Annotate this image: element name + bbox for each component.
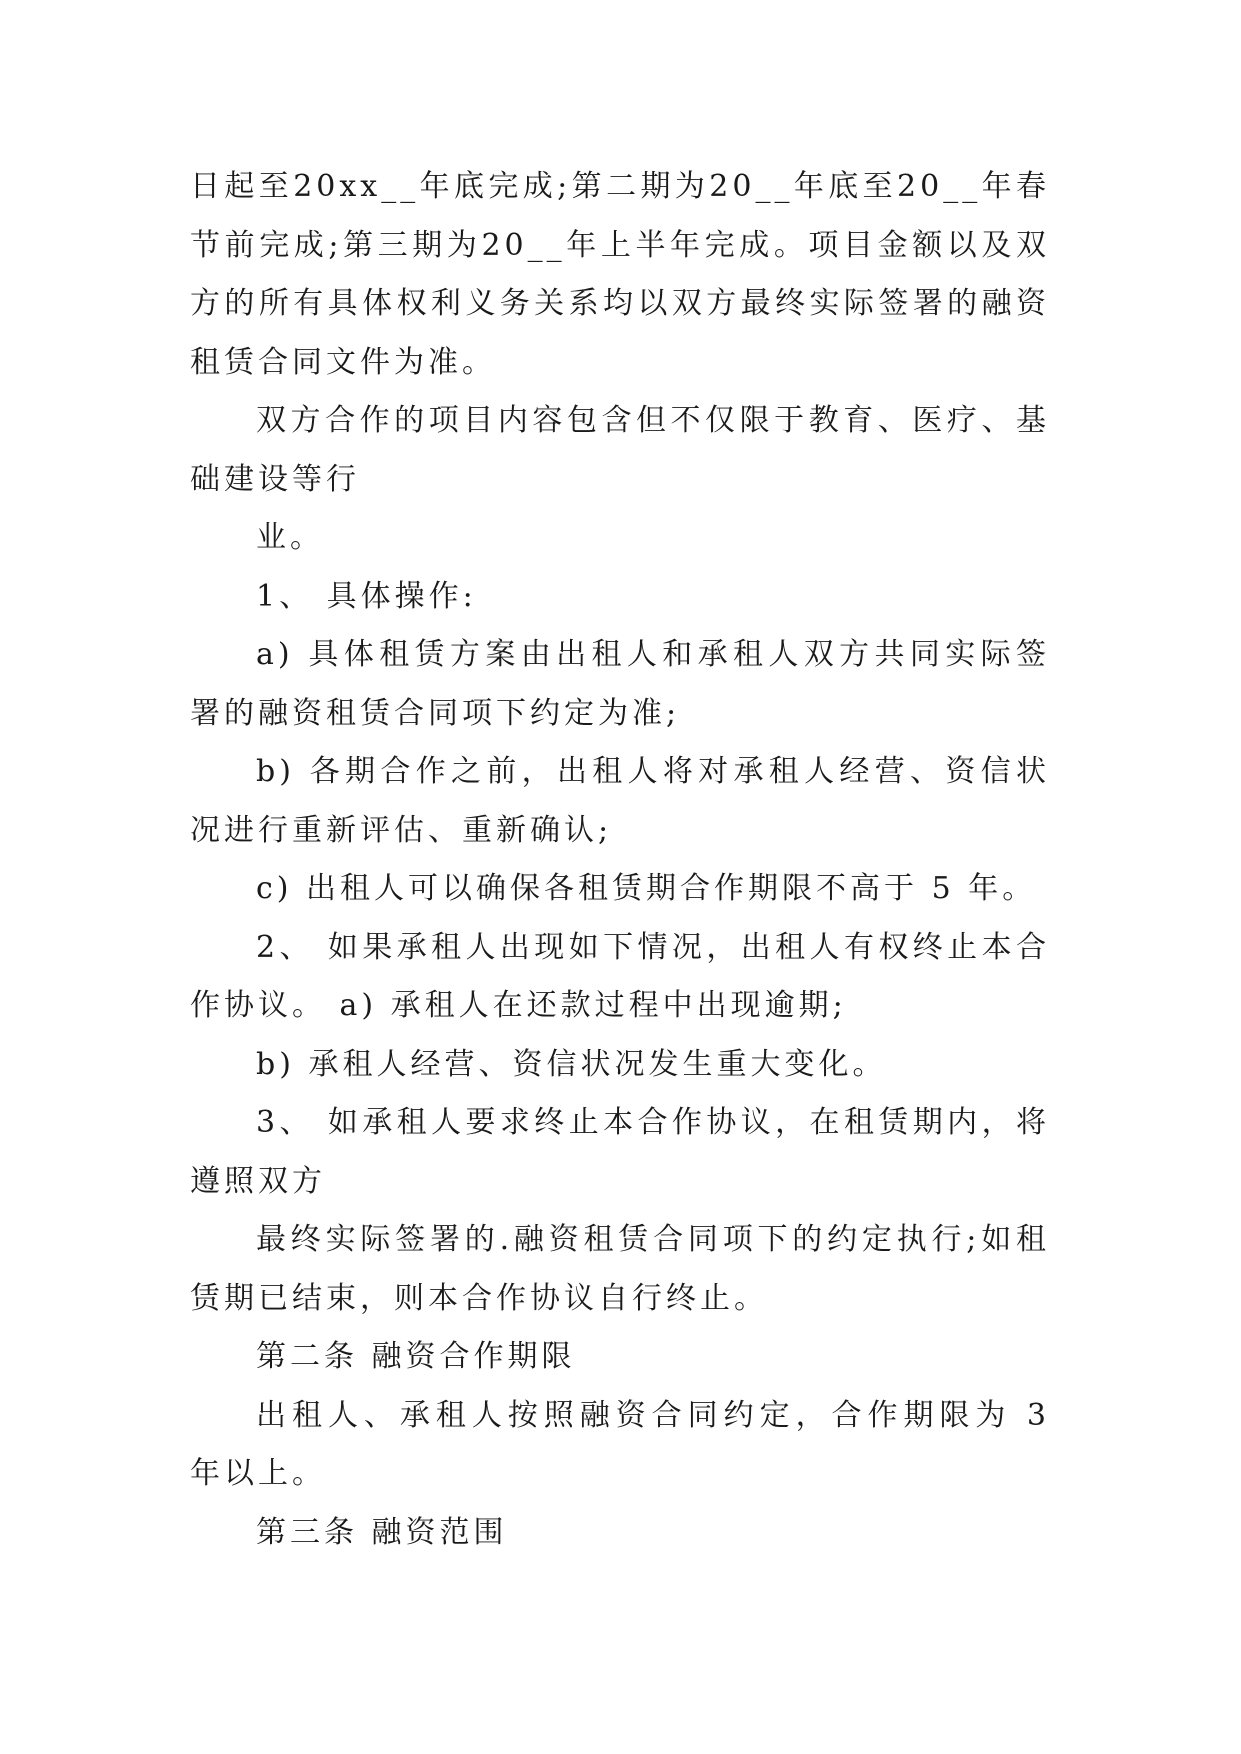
paragraph-phase-schedule: 日起至20xx__年底完成;第二期为20__年底至20__年春节前完成;第三期为20__年上半年完成。项目金额以及双方的所有具体权利义务关系均以双方最终实际签署的融资租赁合同文件为准。	[190, 169, 1050, 380]
clause-a-lease-plan: a) 具体租赁方案由出租人和承租人双方共同实际签署的融资租赁合同项下约定为准;	[190, 637, 1050, 731]
clause-2-termination-rights: 2、 如果承租人出现如下情况，出租人有权终止本合作协议。 a) 承租人在还款过程中出现逾期;	[190, 929, 1050, 1023]
clause-2b-credit-change: b) 承租人经营、资信状况发生重大变化。	[256, 1046, 887, 1082]
heading-specific-operation: 1、 具体操作:	[256, 578, 477, 614]
article-3-heading: 第三条 融资范围	[256, 1514, 508, 1550]
document-body	[190, 158, 1050, 1562]
article-2-body: 出租人、承租人按照融资合同约定，合作期限为 3 年以上。	[190, 1397, 1050, 1491]
clause-3-lessee-termination: 3、 如承租人要求终止本合作协议，在租赁期内，将遵照双方	[190, 1105, 1050, 1199]
paragraph-cooperation-scope: 双方合作的项目内容包含但不仅限于教育、医疗、基础建设等行	[190, 403, 1050, 497]
clause-c-term-limit: c) 出租人可以确保各租赁期合作期限不高于 5 年。	[256, 871, 1037, 906]
clause-3-continued: 最终实际签署的.融资租赁合同项下的约定执行;如租赁期已结束，则本合作协议自行终止。	[190, 1222, 1050, 1316]
paragraph-industry: 业。	[256, 520, 324, 555]
clause-b-reassessment: b) 各期合作之前，出租人将对承租人经营、资信状况进行重新评估、重新确认;	[190, 754, 1050, 848]
article-2-heading: 第二条 融资合作期限	[256, 1339, 576, 1374]
